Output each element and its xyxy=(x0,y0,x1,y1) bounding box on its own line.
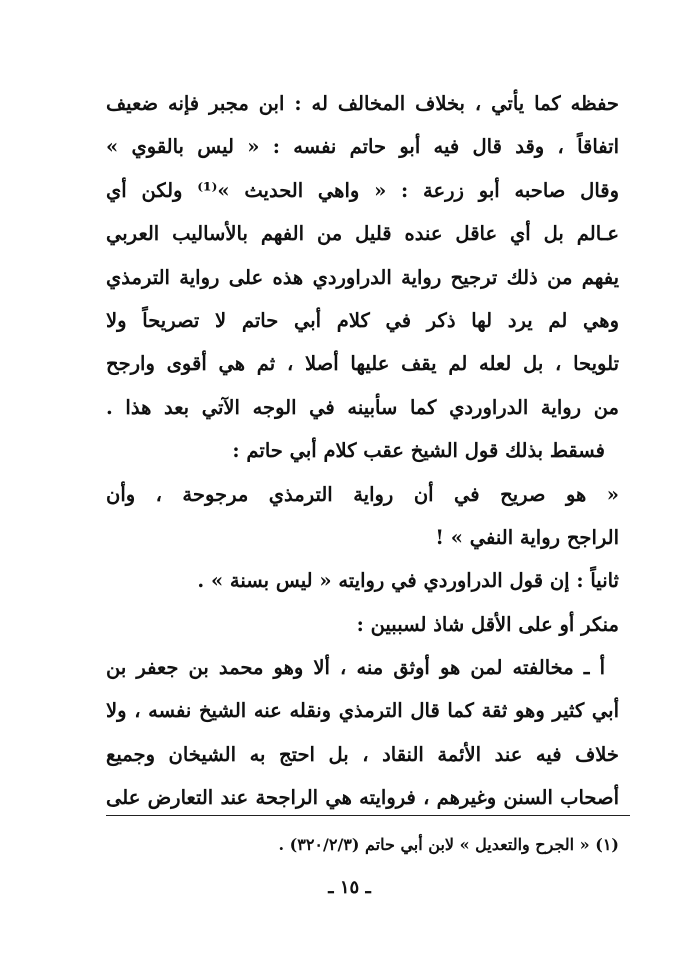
text-line: أ ـ مخالفته لمن هو أوثق منه ، ألا وهو محمد بن جعفر بن xyxy=(106,656,605,680)
text-line: وقال صاحبه أبو زرعة : « واهي الحديث »⁽¹⁾ ولكن أي xyxy=(106,178,619,202)
text-line: منكر أو على الأقل شاذ لسببين : xyxy=(356,612,619,636)
footnote-divider xyxy=(106,815,630,816)
footnote: (١) « الجرح والتعديل » لابن أبي حاتم (٣٢٠/٢/٣) . xyxy=(278,835,619,854)
text-line: الراجح رواية النفي » ! xyxy=(435,525,619,549)
body-text xyxy=(106,82,619,820)
text-line: عـالم بل أي عاقل عنده قليل من الفهم بالأساليب العربي xyxy=(106,222,619,246)
page-number: ـ ١٥ ـ xyxy=(328,877,371,898)
text-line: أصحاب السنن وغيرهم ، فروايته هي الراجحة عند التعارض على xyxy=(106,786,619,810)
text-line: ثانياً : إن قول الدراوردي في روايته « ليس بسنة » . xyxy=(197,569,619,593)
text-line: حفظه كما يأتي ، بخلاف المخالف له : ابن مجبر فإنه ضعيف xyxy=(106,92,619,115)
text-line: تلويحا ، بل لعله لم يقف عليها أصلا ، ثم هي أقوى وارجح xyxy=(106,352,619,376)
text-line: يفهم من ذلك ترجيح رواية الدراوردي هذه على رواية الترمذي xyxy=(106,265,619,289)
text-line: من رواية الدراوردي كما سأبينه في الوجه الآتي بعد هذا . xyxy=(106,395,619,419)
text-line: اتفاقاً ، وقد قال فيه أبو حاتم نفسه : « ليس بالقوي » xyxy=(106,135,619,159)
text-line: وهي لم يرد لها ذكر في كلام أبي حاتم لا تصريحاً ولا xyxy=(106,308,619,332)
text-line: أبي كثير وهو ثقة كما قال الترمذي ونقله عنه الشيخ نفسه ، ولا xyxy=(106,699,619,723)
text-line: خلاف فيه عند الأئمة النقاد ، بل احتج به الشيخان وجميع xyxy=(106,742,619,766)
text-line: « هو صريح في أن رواية الترمذي مرجوحة ، وأن xyxy=(106,482,619,506)
text-line: فسقط بذلك قول الشيخ عقب كلام أبي حاتم : xyxy=(232,439,605,463)
